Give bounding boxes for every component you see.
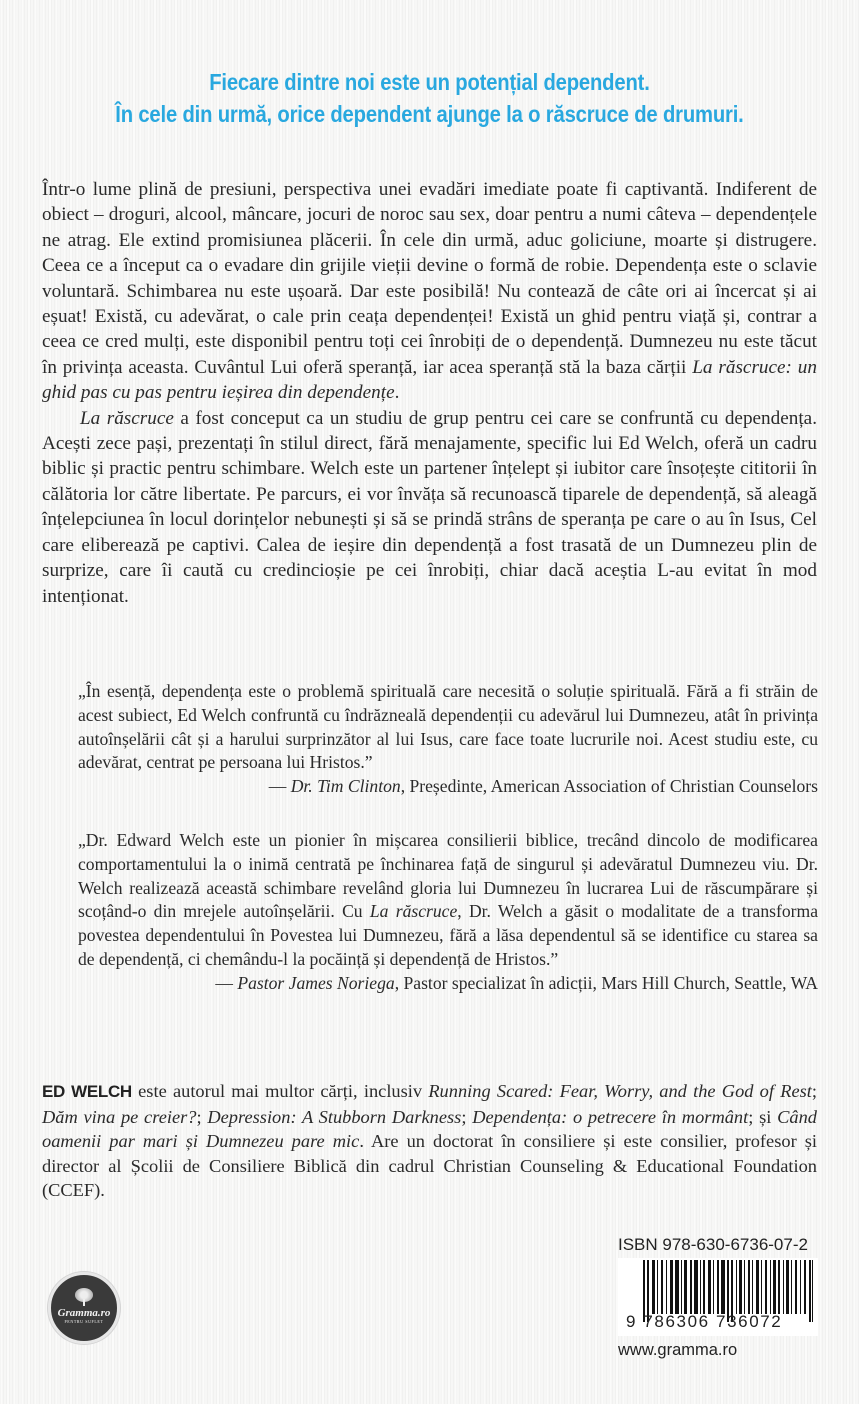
description-paragraph-1: Într-o lume plină de presiuni, perspectiva unei evadări imediate poate fi captivantă. Indiferent de obiect – droguri, alcool, mâncare, jocuri de noroc sau sex, doar pentru a numi câteva – dependențele ne atrag. Ele extind promisiunea plăcerii. În cele din urmă, aduc goliciune, moarte și distrugere. Ceea ce a început ca o evadare din grijile vieții devine o formă de robie. Dependența este o sclavie voluntară. Schimbarea nu este ușoară. Dar este posibilă! Nu contează de câte ori ai încercat și ai eșuat! Există, cu adevărat, o cale prin ceața dependenței! Există un ghid pentru viață și, contrar a ceea ce cred mulți, este disponibil pentru toți cei înrobiți de o dependență. Dumnezeu nu este tăcut în privința aceasta. Cuvântul Lui oferă speranță, iar acea speranță stă la baza cărții La răscruce: un ghid pas cu pas pentru ieșirea din dependențe.: [42, 179, 817, 404]
endorser-role: , Pastor specializat în adicții, Mars Hill Church, Seattle, WA: [394, 972, 818, 993]
barcode: [618, 1258, 818, 1336]
book-title: Când oamenii par mari și Dumnezeu pare mic: [42, 1106, 817, 1152]
book-title: La răscruce: [369, 901, 458, 922]
logo-name: Gramma.ro: [57, 1306, 111, 1319]
headline-line-1: Fiecare dintre noi este un potențial dependent.: [209, 69, 650, 95]
isbn-label: ISBN 978-630-6736-07-2: [618, 1235, 808, 1254]
book-title: Running Scared: Fear, Worry, and the God of Rest: [428, 1081, 812, 1101]
logo-tagline: PENTRU SUFLET: [64, 1318, 104, 1324]
tagline-headline: [51, 66, 807, 130]
author-bio: ED WELCH este autorul mai multor cărți, inclusiv Running Scared: Fear, Worry, and the God of Rest; Dăm vina pe creier?; Depression: A Stubborn Darkness; Dependența: o petrecere în mormânt; și Când oamenii par mari și Dumnezeu pare mic. Are un doctorat în consiliere și este consilier, profesor și director al Școlii de Consiliere Biblică din cadrul Christian Counseling & Educational Foundation (CCEF).: [42, 1081, 818, 1201]
book-description: [42, 177, 817, 609]
book-title: La răscruce: un ghid pas cu pas pentru ieșirea din dependențe: [42, 356, 817, 404]
endorsement-attribution: — Dr. Tim Clinton, Președinte, American Association of Christian Counselors: [268, 776, 818, 797]
tree-icon: [71, 1288, 97, 1306]
endorsement-clinton: [78, 680, 818, 799]
description-paragraph-2: La răscruce a fost conceput ca un studiu de grup pentru cei care se confruntă cu dependența. Acești zece pași, prezentați în stilul direct, fără menajamente, specific lui Ed Welch, oferă un cadru biblic și practic pentru schimbare. Welch este un partener înțelept și iubitor care însoțește cititorii în călătoria lor către libertate. Pe parcurs, ei vor învăța să recunoască tiparele de dependență, să aleagă înțelepciunea în locul dorințelor nebunești și să se prindă strâns de speranța pe care o au în Isus, Cel care eliberează pe captivi. Calea de ieșire din dependență a fost trasată de un Dumnezeu plin de surprize, care îi caută cu credincioșie pe cei înrobiți, chiar dacă aceștia L-au evitat în mod intenționat.: [42, 407, 817, 607]
endorsement-text: „Dr. Edward Welch este un pionier în mișcarea consilierii biblice, trecând dincolo de modificarea comportamentului la o inimă centrată pe închinarea față de singurul și adevăratul Dumnezeu viu. Dr. Welch realizează această schimbare revelând gloria lui Dumnezeu în lucrarea Lui de răscumpărare și scoțând-o din mrejele autoînșelării. Cu La răscruce, Dr. Welch a găsit o modalitate de a transforma povestea dependentului în Povestea lui Dumnezeu, fără a lăsa dependentul să se identifice cu starea sa de dependență, ci chemându-l la pocăință și dependență de Hristos.”: [78, 829, 819, 969]
publisher-logo: [48, 1272, 120, 1344]
publisher-website[interactable]: www.gramma.ro: [618, 1341, 738, 1359]
book-title: Dăm vina pe creier?: [42, 1106, 197, 1127]
book-title: Depression: A Stubborn Darkness: [207, 1106, 462, 1127]
barcode-digits: 9 786306 736072: [626, 1312, 783, 1331]
headline-line-2: În cele din urmă, orice dependent ajunge la o răscruce de drumuri.: [115, 101, 744, 127]
author-name: ED WELCH: [42, 1082, 132, 1101]
book-title: Dependența: o petrecere în mormânt: [472, 1106, 749, 1127]
endorsements: [78, 680, 818, 1026]
endorser-name: Dr. Tim Clinton: [290, 776, 401, 797]
endorsement-noriega: [78, 829, 818, 996]
endorser-name: Pastor James Noriega: [237, 972, 395, 993]
endorsement-attribution: — Pastor James Noriega, Pastor specializat în adicții, Mars Hill Church, Seattle, WA: [215, 972, 818, 993]
book-title: La răscruce: [80, 407, 174, 429]
endorser-role: , Președinte, American Association of Christian Counselors: [400, 776, 818, 797]
endorsement-text: „În esență, dependența este o problemă spirituală care necesită o soluție spirituală. Fără a fi străin de acest subiect, Ed Welch confruntă cu îndrăzneală dependenții cu adevărul lui Dumnezeu, atât în privința autoînșelării cât și a harului surprinzător al lui Isus, care face toate lucrurile noi. Acest studiu este, cu adevărat, centrat pe persoana lui Hristos.”: [78, 681, 818, 773]
